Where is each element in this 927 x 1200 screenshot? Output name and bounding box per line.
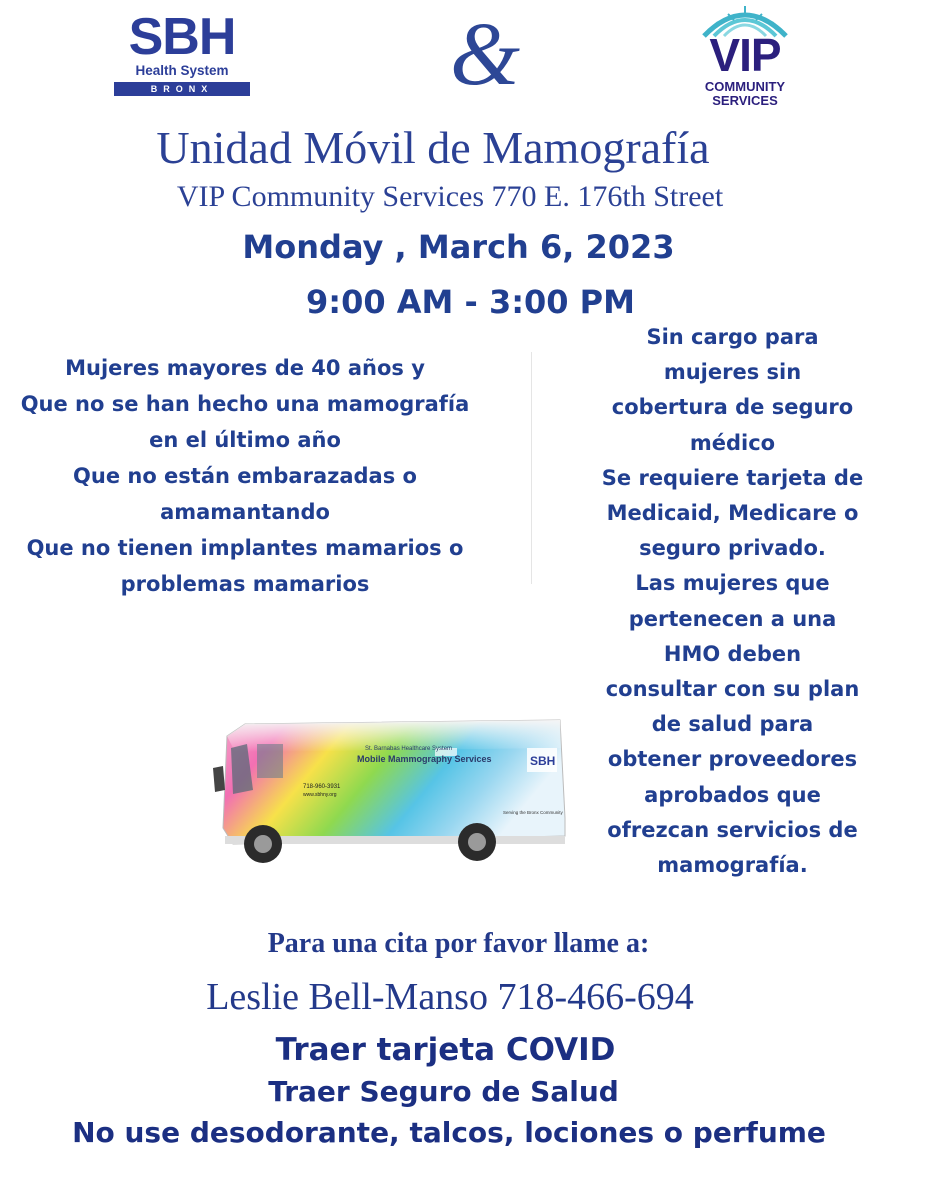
eligibility-line: amamantando <box>160 500 330 524</box>
bus-line2: Mobile Mammography Services <box>357 754 492 764</box>
coverage-line: Las mujeres que <box>635 571 830 596</box>
eligibility-line: problemas mamarios <box>120 572 370 596</box>
no-products-warning: No use desodorante, talcos, lociones o perfume <box>72 1116 826 1149</box>
sbh-logo-bar: BRONX <box>114 82 250 96</box>
sbh-logo <box>112 10 252 100</box>
bus-tagline: Serving the Bronx Community <box>503 810 563 815</box>
eligibility-line: Que no tienen implantes mamarios o <box>26 536 464 560</box>
vip-logo-text: VIP <box>709 29 781 81</box>
coverage-line: seguro privado. <box>639 536 826 561</box>
contact-name-phone: Leslie Bell-Manso 718-466-694 <box>206 976 694 1018</box>
page-title: Unidad Móvil de Mamografía <box>156 122 710 173</box>
coverage-line: HMO deben <box>663 641 802 666</box>
coverage-line: cobertura de seguro <box>611 395 854 420</box>
bus-web: www.sbhny.org <box>303 792 337 798</box>
coverage-line: Medicaid, Medicare o <box>606 501 859 526</box>
sbh-logo-text: SBH <box>128 8 236 66</box>
coverage-line: médico <box>689 430 776 455</box>
column-divider <box>531 352 532 584</box>
eligibility-line: Que no están embarazadas o <box>73 464 417 488</box>
coverage-line: Se requiere tarjeta de <box>601 465 864 490</box>
coverage-line: Sin cargo para <box>646 325 819 349</box>
mammography-bus-image <box>205 718 570 866</box>
coverage-line: mujeres sin <box>663 360 802 385</box>
sbh-logo-subtitle: Health System <box>135 63 229 78</box>
vip-logo-subtitle <box>680 80 810 108</box>
coverage-line: de salud para <box>651 712 814 737</box>
bus-line1: St. Barnabas Healthcare System <box>365 746 453 752</box>
coverage-line: consultar con su plan <box>605 677 860 702</box>
coverage-line: mamografía. <box>657 853 808 878</box>
bus-phone: 718-960-3931 <box>303 784 341 790</box>
ampersand: & <box>449 5 520 104</box>
appointment-prompt: Para una cita por favor llame a: <box>267 928 650 959</box>
eligibility-line: Que no se han hecho una mamografía <box>20 392 470 416</box>
bring-insurance: Traer Seguro de Salud <box>268 1075 619 1108</box>
bus-logo: SBH <box>530 754 556 768</box>
coverage-list <box>590 320 875 883</box>
bring-covid-card: Traer tarjeta COVID <box>275 1032 616 1068</box>
event-address: VIP Community Services 770 E. 176th Street <box>176 180 724 213</box>
eligibility-list <box>0 350 490 602</box>
coverage-line: obtener proveedores <box>607 747 858 772</box>
coverage-line: aprobados que <box>644 782 821 807</box>
coverage-line: pertenecen a una <box>628 606 837 631</box>
vip-logo-line1: COMMUNITY <box>704 79 786 94</box>
coverage-line: ofrezcan servicios de <box>607 817 858 842</box>
vip-logo-line2: SERVICES <box>712 93 778 108</box>
event-time: 9:00 AM - 3:00 PM <box>306 283 635 321</box>
vip-logo <box>680 0 810 118</box>
event-date: Monday , March 6, 2023 <box>242 228 675 266</box>
eligibility-line: en el último año <box>149 428 341 452</box>
eligibility-line: Mujeres mayores de 40 años y <box>65 356 425 380</box>
